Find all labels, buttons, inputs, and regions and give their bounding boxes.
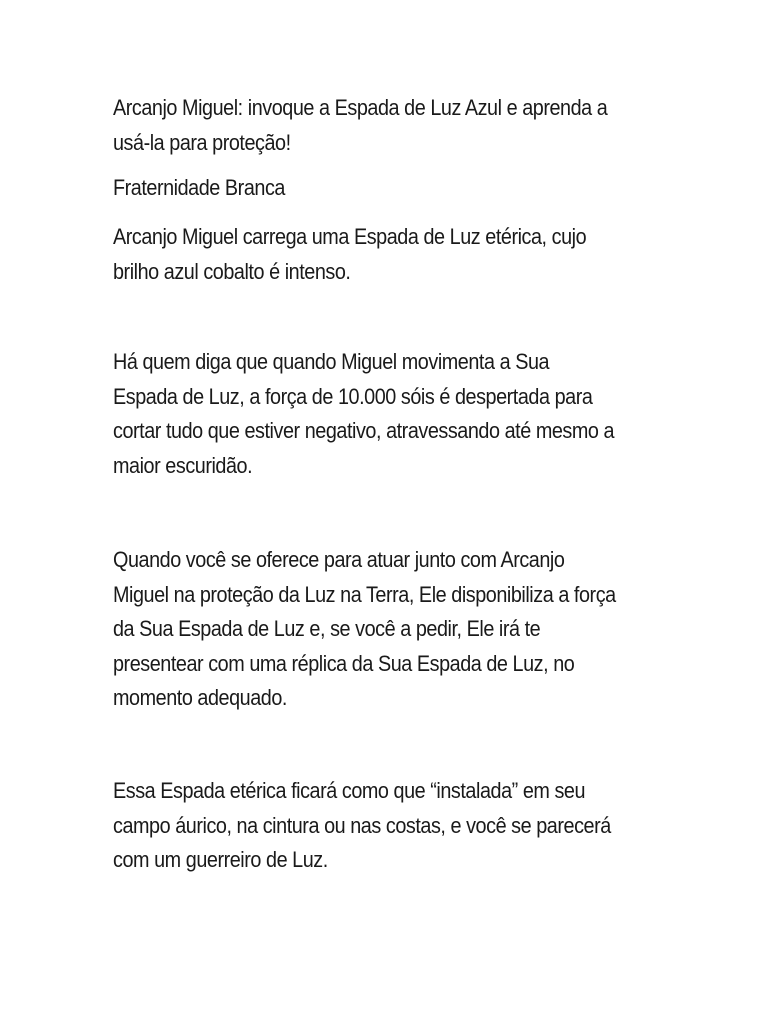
- document-title: Arcanjo Miguel: invoque a Espada de Luz Azul e aprenda a usá-la para proteção!: [113, 95, 608, 155]
- document-subtitle: Fraternidade Branca: [113, 175, 285, 200]
- paragraph: Essa Espada etérica ficará como que “instalada” em seu campo áurico, na cintura ou nas costas, e você se parecerá com um guerreiro de Luz.: [113, 778, 611, 872]
- paragraph: Arcanjo Miguel carrega uma Espada de Luz etérica, cujo brilho azul cobalto é intenso.: [113, 224, 587, 284]
- paragraph: Quando você se oferece para atuar junto com Arcanjo Miguel na proteção da Luz na Terra, Ele disponibiliza a força da Sua Espada de Luz e, se você a pedir, Ele irá te presentear com uma réplica da Sua Espada de Luz, no momento adequado.: [113, 547, 616, 710]
- paragraph: Há quem diga que quando Miguel movimenta a Sua Espada de Luz, a força de 10.000 sóis é despertada para cortar tudo que estiver negativo, atravessando até mesmo a maior escuridão.: [113, 349, 615, 478]
